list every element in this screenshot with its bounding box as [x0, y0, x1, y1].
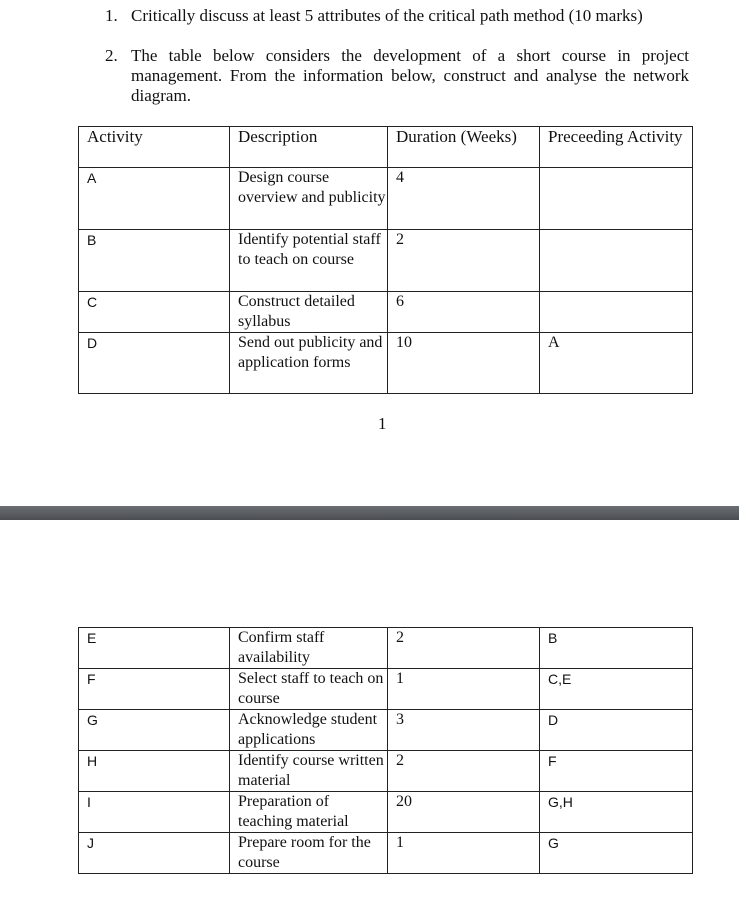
- table-row: [79, 230, 693, 292]
- cell-activity: B: [79, 230, 230, 292]
- activity-table-part-1: [78, 126, 693, 394]
- cell-duration: 1: [388, 833, 540, 874]
- table-row: [79, 628, 693, 669]
- cell-description: Confirm staff availability: [230, 628, 388, 669]
- cell-duration: 20: [388, 792, 540, 833]
- cell-preceding: F: [540, 751, 693, 792]
- header-activity: Activity: [79, 127, 230, 168]
- page-number: 1: [378, 414, 387, 433]
- table-row: [79, 710, 693, 751]
- cell-duration: 6: [388, 292, 540, 333]
- table-row: [79, 833, 693, 874]
- cell-duration: 4: [388, 168, 540, 230]
- activity-table-part-2: [78, 627, 693, 874]
- cell-preceding: [540, 168, 693, 230]
- cell-preceding: [540, 292, 693, 333]
- header-duration: Duration (Weeks): [388, 127, 540, 168]
- cell-duration: 10: [388, 333, 540, 394]
- cell-description: Acknowledge student applications: [230, 710, 388, 751]
- cell-preceding: G: [540, 833, 693, 874]
- cell-activity: G: [79, 710, 230, 751]
- table-header-row: [79, 127, 693, 168]
- cell-description: Preparation of teaching material: [230, 792, 388, 833]
- table-row: [79, 292, 693, 333]
- cell-preceding: B: [540, 628, 693, 669]
- page-separator: [0, 506, 739, 520]
- cell-activity: C: [79, 292, 230, 333]
- cell-preceding: C,E: [540, 669, 693, 710]
- question-1-number: 1.: [105, 6, 118, 25]
- cell-activity: E: [79, 628, 230, 669]
- table-row: [79, 669, 693, 710]
- cell-description: Prepare room for the course: [230, 833, 388, 874]
- cell-activity: J: [79, 833, 230, 874]
- question-2-text: The table below considers the development of a short course in project management. From the information below, construct and analyse the network diagram.: [131, 46, 689, 105]
- cell-duration: 2: [388, 628, 540, 669]
- table-row: [79, 792, 693, 833]
- cell-duration: 3: [388, 710, 540, 751]
- cell-duration: 2: [388, 751, 540, 792]
- cell-activity: H: [79, 751, 230, 792]
- cell-description: Construct detailed syllabus: [230, 292, 388, 333]
- cell-description: Design course overview and publicity: [230, 168, 388, 230]
- cell-description: Identify potential staff to teach on course: [230, 230, 388, 292]
- cell-activity: D: [79, 333, 230, 394]
- cell-preceding: G,H: [540, 792, 693, 833]
- header-description: Description: [230, 127, 388, 168]
- table-row: [79, 333, 693, 394]
- cell-activity: I: [79, 792, 230, 833]
- cell-preceding: [540, 230, 693, 292]
- table-row: [79, 168, 693, 230]
- document-page-2: [0, 520, 739, 899]
- cell-activity: F: [79, 669, 230, 710]
- header-preceding: Preceeding Activity: [540, 127, 693, 168]
- cell-activity: A: [79, 168, 230, 230]
- cell-duration: 2: [388, 230, 540, 292]
- cell-description: Identify course written material: [230, 751, 388, 792]
- cell-preceding: D: [540, 710, 693, 751]
- table-row: [79, 751, 693, 792]
- question-1-text: Critically discuss at least 5 attributes of the critical path method (10 marks): [131, 6, 643, 25]
- cell-preceding: A: [540, 333, 693, 394]
- cell-description: Send out publicity and application forms: [230, 333, 388, 394]
- question-2-number: 2.: [105, 46, 118, 65]
- cell-description: Select staff to teach on course: [230, 669, 388, 710]
- cell-duration: 1: [388, 669, 540, 710]
